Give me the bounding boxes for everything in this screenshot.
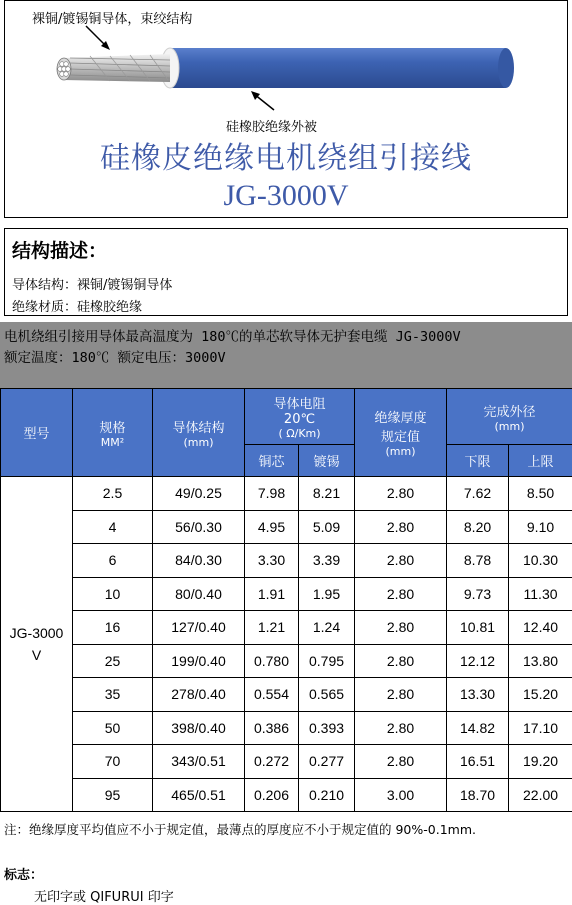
header-lower: 下限 bbox=[447, 445, 509, 477]
footnote: 注：绝缘厚度平均值应不小于规定值，最薄点的厚度应不小于规定值的 90%-0.1mm. bbox=[4, 820, 476, 838]
resistance-tinned-cell: 1.95 bbox=[299, 577, 355, 611]
diameter-lower-cell: 8.78 bbox=[447, 544, 509, 578]
structure-cell: 343/0.51 bbox=[153, 745, 245, 779]
insulation-jacket bbox=[168, 48, 506, 88]
table-row bbox=[1, 678, 572, 712]
thickness-cell: 2.80 bbox=[355, 611, 447, 645]
insulation-material-text: 绝缘材质：硅橡胶绝缘 bbox=[12, 296, 142, 315]
resistance-tinned-cell: 0.795 bbox=[299, 644, 355, 678]
summary-line-2: 额定温度：180℃ 额定电压：3000V bbox=[4, 346, 226, 366]
spec-cell: 16 bbox=[73, 611, 153, 645]
resistance-copper-cell: 0.554 bbox=[245, 678, 299, 712]
diameter-upper-cell: 22.00 bbox=[509, 778, 572, 812]
diameter-lower-cell: 16.51 bbox=[447, 745, 509, 779]
header-tinned: 镀锡 bbox=[299, 445, 355, 477]
diameter-upper-cell: 8.50 bbox=[509, 477, 572, 511]
resistance-copper-cell: 0.386 bbox=[245, 711, 299, 745]
diameter-upper-cell: 19.20 bbox=[509, 745, 572, 779]
structure-cell: 465/0.51 bbox=[153, 778, 245, 812]
spec-cell: 25 bbox=[73, 644, 153, 678]
structure-cell: 199/0.40 bbox=[153, 644, 245, 678]
resistance-tinned-cell: 0.277 bbox=[299, 745, 355, 779]
thickness-cell: 2.80 bbox=[355, 510, 447, 544]
diameter-upper-cell: 9.10 bbox=[509, 510, 572, 544]
conductor-structure-text: 导体结构：裸铜/镀锡铜导体 bbox=[12, 274, 172, 293]
insulation-callout: 硅橡胶绝缘外被 bbox=[226, 116, 317, 135]
table-row bbox=[1, 477, 572, 511]
resistance-tinned-cell: 0.393 bbox=[299, 711, 355, 745]
product-model: JG-3000V bbox=[0, 179, 572, 213]
resistance-tinned-cell: 0.210 bbox=[299, 778, 355, 812]
thickness-cell: 3.00 bbox=[355, 778, 447, 812]
diameter-lower-cell: 13.30 bbox=[447, 678, 509, 712]
header-upper: 上限 bbox=[509, 445, 572, 477]
thickness-cell: 2.80 bbox=[355, 745, 447, 779]
structure-cell: 80/0.40 bbox=[153, 577, 245, 611]
resistance-tinned-cell: 0.565 bbox=[299, 678, 355, 712]
specification-rows bbox=[1, 477, 572, 812]
diameter-lower-cell: 8.20 bbox=[447, 510, 509, 544]
thickness-cell: 2.80 bbox=[355, 711, 447, 745]
diameter-lower-cell: 9.73 bbox=[447, 577, 509, 611]
structure-cell: 127/0.40 bbox=[153, 611, 245, 645]
spec-cell: 4 bbox=[73, 510, 153, 544]
table-row bbox=[1, 778, 572, 812]
diameter-lower-cell: 12.12 bbox=[447, 644, 509, 678]
table-row bbox=[1, 577, 572, 611]
thickness-cell: 2.80 bbox=[355, 678, 447, 712]
table-row bbox=[1, 711, 572, 745]
spec-cell: 2.5 bbox=[73, 477, 153, 511]
thickness-cell: 2.80 bbox=[355, 477, 447, 511]
diameter-lower-cell: 14.82 bbox=[447, 711, 509, 745]
diameter-upper-cell: 11.30 bbox=[509, 577, 572, 611]
spec-cell: 95 bbox=[73, 778, 153, 812]
table-row bbox=[1, 611, 572, 645]
conductor-callout: 裸铜/镀锡铜导体，束绞结构 bbox=[32, 8, 192, 27]
table-row bbox=[1, 644, 572, 678]
diameter-upper-cell: 13.80 bbox=[509, 644, 572, 678]
structure-cell: 49/0.25 bbox=[153, 477, 245, 511]
model-line-2: V bbox=[1, 644, 72, 666]
marking-text: 无印字或 QIFURUI 印字 bbox=[34, 886, 174, 905]
cable-illustration bbox=[0, 0, 572, 135]
header-thickness: 绝缘厚度 规定值 (mm) bbox=[355, 389, 447, 477]
structure-cell: 84/0.30 bbox=[153, 544, 245, 578]
structure-cell: 278/0.40 bbox=[153, 678, 245, 712]
resistance-tinned-cell: 8.21 bbox=[299, 477, 355, 511]
thickness-cell: 2.80 bbox=[355, 544, 447, 578]
spec-cell: 70 bbox=[73, 745, 153, 779]
insulation-arrow bbox=[251, 91, 274, 110]
product-title: 硅橡皮绝缘电机绕组引接线 bbox=[0, 133, 572, 177]
resistance-copper-cell: 0.272 bbox=[245, 745, 299, 779]
header-model: 型号 bbox=[1, 389, 73, 477]
header-spec: 规格 MM² bbox=[73, 389, 153, 477]
resistance-copper-cell: 1.21 bbox=[245, 611, 299, 645]
table-row bbox=[1, 510, 572, 544]
stranded-conductor bbox=[57, 54, 170, 82]
summary-line-1: 电机绕组引接用导体最高温度为 180℃的单芯软导体无护套电缆 JG-3000V bbox=[4, 325, 461, 345]
specification-table bbox=[0, 388, 572, 812]
diameter-lower-cell: 10.81 bbox=[447, 611, 509, 645]
diameter-upper-cell: 17.10 bbox=[509, 711, 572, 745]
diameter-lower-cell: 18.70 bbox=[447, 778, 509, 812]
marking-heading: 标志： bbox=[4, 864, 43, 883]
header-copper: 铜芯 bbox=[245, 445, 299, 477]
spec-cell: 10 bbox=[73, 577, 153, 611]
resistance-tinned-cell: 5.09 bbox=[299, 510, 355, 544]
diameter-upper-cell: 10.30 bbox=[509, 544, 572, 578]
model-cell bbox=[1, 477, 73, 812]
resistance-copper-cell: 3.30 bbox=[245, 544, 299, 578]
thickness-cell: 2.80 bbox=[355, 644, 447, 678]
resistance-copper-cell: 0.780 bbox=[245, 644, 299, 678]
table-row bbox=[1, 544, 572, 578]
header-resistance: 导体电阻 20℃ ( Ω/Km) bbox=[245, 389, 355, 445]
resistance-copper-cell: 4.95 bbox=[245, 510, 299, 544]
model-line-1: JG-3000 bbox=[1, 622, 72, 644]
header-diameter: 完成外径 (mm) bbox=[447, 389, 572, 445]
structure-heading: 结构描述： bbox=[12, 236, 107, 263]
resistance-tinned-cell: 3.39 bbox=[299, 544, 355, 578]
diameter-upper-cell: 12.40 bbox=[509, 611, 572, 645]
resistance-copper-cell: 7.98 bbox=[245, 477, 299, 511]
spec-cell: 35 bbox=[73, 678, 153, 712]
spec-cell: 6 bbox=[73, 544, 153, 578]
spec-cell: 50 bbox=[73, 711, 153, 745]
table-row bbox=[1, 745, 572, 779]
thickness-cell: 2.80 bbox=[355, 577, 447, 611]
resistance-copper-cell: 0.206 bbox=[245, 778, 299, 812]
header-structure: 导体结构 (mm) bbox=[153, 389, 245, 477]
structure-cell: 56/0.30 bbox=[153, 510, 245, 544]
structure-cell: 398/0.40 bbox=[153, 711, 245, 745]
resistance-tinned-cell: 1.24 bbox=[299, 611, 355, 645]
diameter-lower-cell: 7.62 bbox=[447, 477, 509, 511]
conductor-arrow bbox=[86, 26, 110, 50]
diameter-upper-cell: 15.20 bbox=[509, 678, 572, 712]
resistance-copper-cell: 1.91 bbox=[245, 577, 299, 611]
